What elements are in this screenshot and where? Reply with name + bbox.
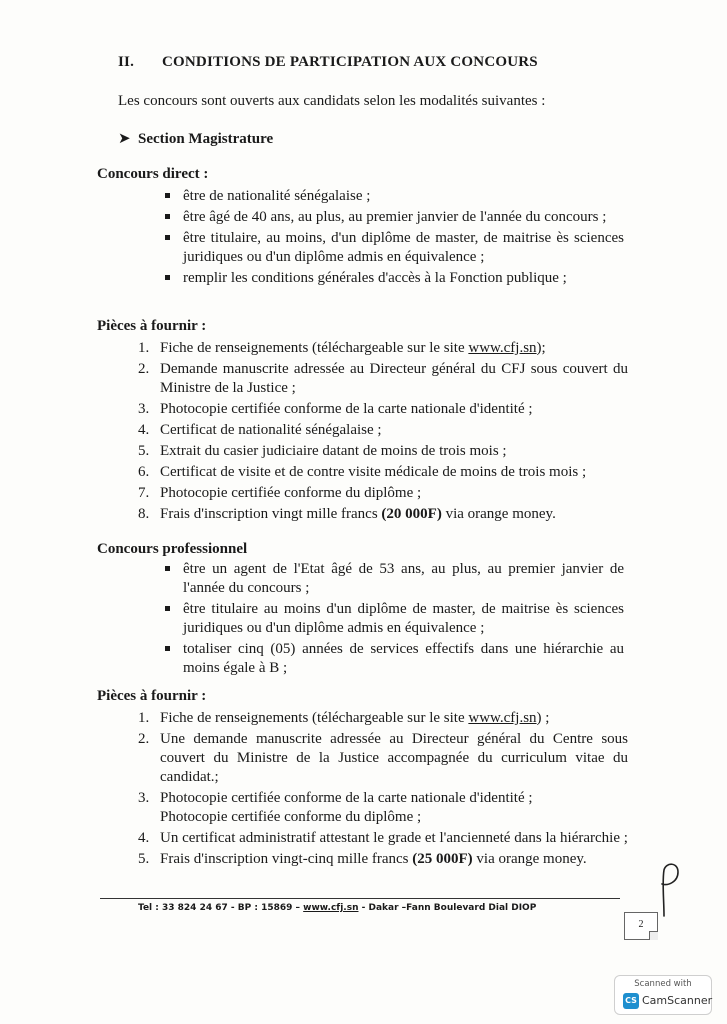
concours-direct-heading: Concours direct : <box>97 166 209 182</box>
camscanner-watermark <box>614 975 712 1015</box>
list-item: 4. Un certificat administratif attestant le grade et l'ancienneté dans la hiérarchie ; <box>138 830 628 846</box>
square-bullet-icon <box>165 566 170 571</box>
section-title <box>118 54 538 71</box>
square-bullet-icon <box>165 646 170 651</box>
list-item: 3. Photocopie certifiée conforme de la carte nationale d'identité ; <box>138 401 533 417</box>
concours-direct-pieces-heading: Pièces à fournir : <box>97 318 207 334</box>
concours-direct-pieces <box>138 339 628 526</box>
list-item: 2. Une demande manuscrite adressée au Directeur général du Centre sous couvert du Ministre de la Justice accompagnée du curriculum vitae du candidat.; <box>138 731 628 785</box>
square-bullet-icon <box>165 193 170 198</box>
cfj-website-link[interactable]: www.cfj.sn <box>468 340 537 356</box>
footer-website-link[interactable]: www.cfj.sn <box>303 903 359 913</box>
concours-professionnel-pieces-heading: Pièces à fournir : <box>97 688 207 704</box>
handwritten-initial <box>650 860 690 920</box>
list-item: être de nationalité sénégalaise ; <box>162 187 624 206</box>
list-item: 4. Certificat de nationalité sénégalaise ; <box>138 422 382 438</box>
section-title-text: CONDITIONS DE PARTICIPATION AUX CONCOURS <box>162 54 538 70</box>
page-fold-icon <box>649 931 658 940</box>
square-bullet-icon <box>165 235 170 240</box>
square-bullet-icon <box>165 606 170 611</box>
list-item: être titulaire au moins d'un diplôme de master, de maitrise ès sciences juridiques ou d'un diplôme admis en équivalence ; <box>162 600 624 638</box>
cfj-website-link[interactable]: www.cfj.sn <box>468 710 537 726</box>
concours-professionnel-pieces <box>138 709 628 871</box>
footer-contact: Tel : 33 824 24 67 - BP : 15869 – www.cfj.sn - Dakar –Fann Boulevard Dial DIOP <box>138 903 537 913</box>
list-item: être un agent de l'Etat âgé de 53 ans, au plus, au premier janvier de l'année du concours ; <box>162 560 624 598</box>
concours-professionnel-conditions <box>162 560 624 680</box>
list-item: 3. Photocopie certifiée conforme de la carte nationale d'identité ; Photocopie certifiée conforme du diplôme ; <box>138 790 533 825</box>
camscanner-logo-icon: CS <box>623 993 639 1009</box>
subsection-title <box>118 129 273 148</box>
list-item: 8. Frais d'inscription vingt mille francs (20 000F) via orange money. <box>138 506 556 522</box>
camscanner-name: CamScanner <box>642 994 713 1007</box>
concours-direct-conditions <box>162 187 624 290</box>
list-item: 2. Demande manuscrite adressée au Directeur général du CFJ sous couvert du Ministre de la Justice ; <box>138 361 628 396</box>
section-number: II. <box>118 54 135 70</box>
list-item: 7. Photocopie certifiée conforme du diplôme ; <box>138 485 422 501</box>
scanned-with-label: Scanned with <box>634 979 692 989</box>
list-item: 5. Frais d'inscription vingt-cinq mille francs (25 000F) via orange money. <box>138 851 587 867</box>
list-item: 1. Fiche de renseignements (téléchargeable sur le site www.cfj.sn) ; <box>138 710 550 726</box>
page-number: 2 <box>624 912 658 940</box>
subsection-title-text: Section Magistrature <box>138 131 274 147</box>
list-item: 5. Extrait du casier judiciaire datant de moins de trois mois ; <box>138 443 507 459</box>
arrow-bullet-icon: ➤ <box>118 131 131 147</box>
list-item: 1. Fiche de renseignements (téléchargeable sur le site www.cfj.sn); <box>138 340 546 356</box>
square-bullet-icon <box>165 214 170 219</box>
list-item: totaliser cinq (05) années de services effectifs dans une hiérarchie au moins égale à B ; <box>162 640 624 678</box>
list-item: remplir les conditions générales d'accès à la Fonction publique ; <box>162 269 624 288</box>
square-bullet-icon <box>165 275 170 280</box>
list-item: 6. Certificat de visite et de contre visite médicale de moins de trois mois ; <box>138 464 587 480</box>
footer-divider <box>100 898 620 899</box>
list-item: être âgé de 40 ans, au plus, au premier janvier de l'année du concours ; <box>162 208 624 227</box>
section-intro: Les concours sont ouverts aux candidats selon les modalités suivantes : <box>118 93 546 109</box>
list-item: être titulaire, au moins, d'un diplôme de master, de maitrise ès sciences juridiques ou d'un diplôme admis en équivalence ; <box>162 229 624 267</box>
concours-professionnel-heading: Concours professionnel <box>97 541 248 557</box>
